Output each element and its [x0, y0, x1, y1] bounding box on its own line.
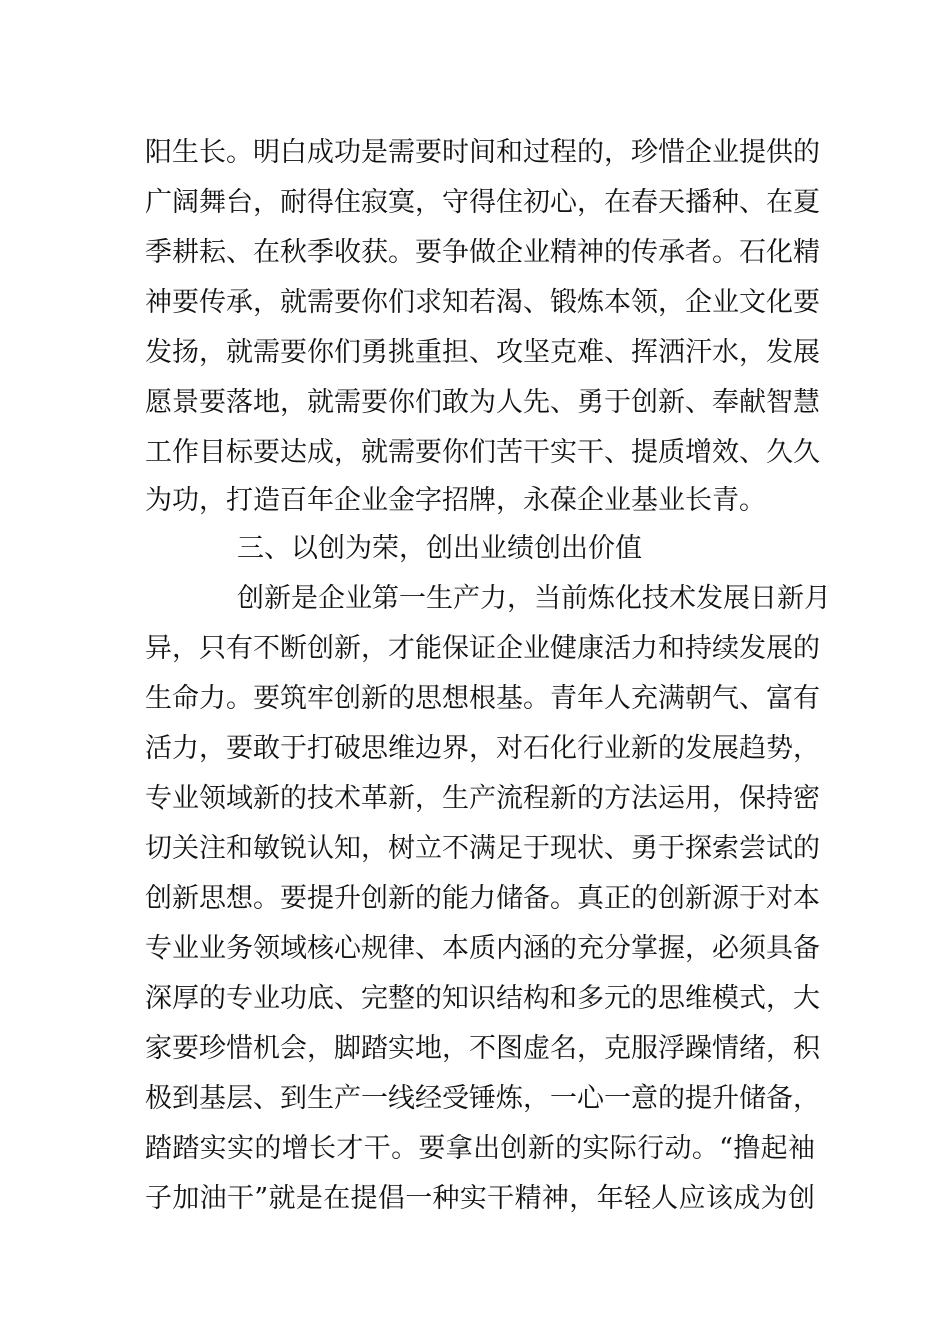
paragraph-line: 愿景要落地，就需要你们敢为人先、勇于创新、奉献智慧 [145, 387, 820, 418]
paragraph-line: 活力，要敢于打破思维边界，对石化行业新的发展趋势， [145, 733, 820, 764]
paragraph-line: 深厚的专业功底、完整的知识结构和多元的思维模式，大 [145, 983, 820, 1014]
paragraph-line: 阳生长。明白成功是需要时间和过程的，珍惜企业提供的 [145, 137, 820, 168]
paragraph-line: 踏踏实实的增长才干。要拿出创新的实际行动。“撸起袖 [145, 1133, 815, 1164]
paragraph-line-last: 为功，打造百年企业金字招牌，永葆企业基业长青。 [145, 485, 766, 516]
paragraph-line: 工作目标要达成，就需要你们苦干实干、提质增效、久久 [145, 437, 820, 468]
paragraph-line: 专业业务领域核心规律、本质内涵的充分掌握，必须具备 [145, 933, 820, 964]
paragraph-first-line: 创新是企业第一生产力，当前炼化技术发展日新月 [237, 583, 831, 614]
paragraph-line: 专业领域新的技术革新，生产流程新的方法运用，保持密 [145, 783, 820, 814]
paragraph-line: 子加油干”就是在提倡一种实干精神，年轻人应该成为创 [145, 1183, 815, 1214]
paragraph-line: 广阔舞台，耐得住寂寞，守得住初心，在春天播种、在夏 [145, 187, 820, 218]
paragraph-line: 生命力。要筑牢创新的思想根基。青年人充满朝气、富有 [145, 683, 820, 714]
paragraph-line: 切关注和敏锐认知，树立不满足于现状、勇于探索尝试的 [145, 833, 820, 864]
paragraph-line: 神要传承，就需要你们求知若渴、锻炼本领，企业文化要 [145, 287, 820, 318]
paragraph-line: 季耕耘、在秋季收获。要争做企业精神的传承者。石化精 [145, 237, 820, 268]
paragraph-line: 家要珍惜机会，脚踏实地，不图虚名，克服浮躁情绪，积 [145, 1033, 820, 1064]
paragraph-line: 极到基层、到生产一线经受锤炼，一心一意的提升储备， [145, 1083, 820, 1114]
paragraph-line: 发扬，就需要你们勇挑重担、攻坚克难、挥洒汗水，发展 [145, 337, 820, 368]
section-heading: 三、以创为荣，创出业绩创出价值 [237, 533, 642, 564]
paragraph-line: 创新思想。要提升创新的能力储备。真正的创新源于对本 [145, 883, 820, 914]
paragraph-line: 异，只有不断创新，才能保证企业健康活力和持续发展的 [145, 633, 820, 664]
